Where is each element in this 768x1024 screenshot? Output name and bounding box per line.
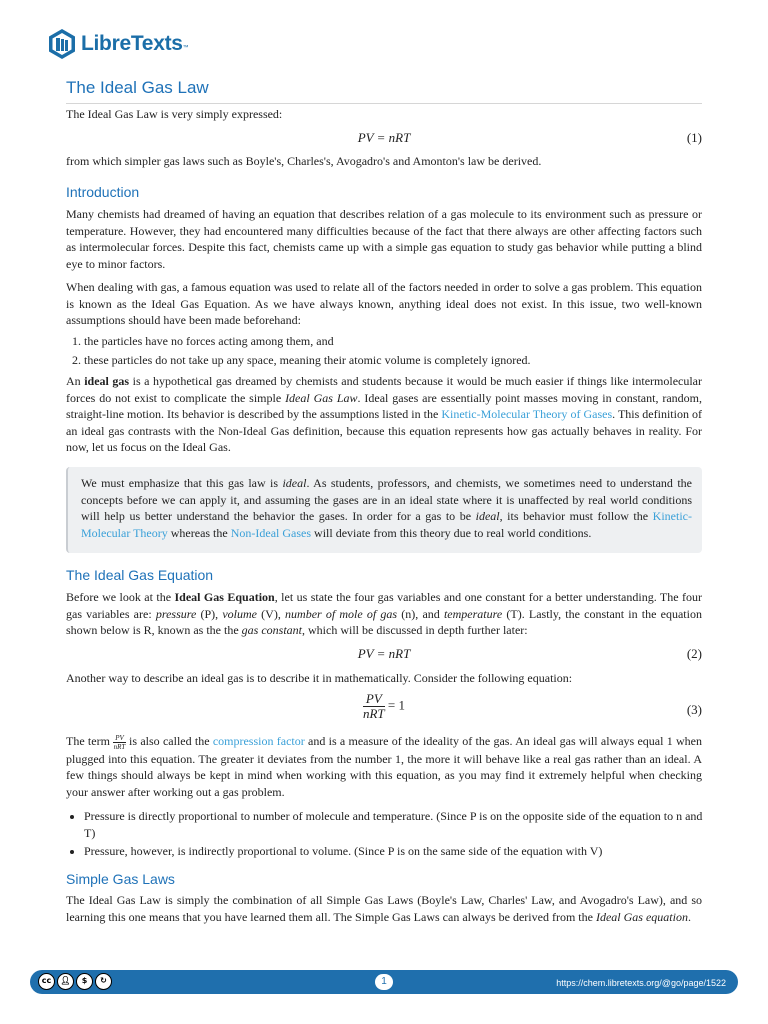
text-run: (P),	[196, 606, 223, 621]
libretexts-logo-icon	[47, 28, 77, 60]
text-run: . Ideal gases are essentially point masses moving in constant, random, straight-line motion. Its behavior is described by the assumptions listed in the	[66, 390, 702, 421]
equation-3-fraction	[363, 692, 385, 721]
term-ideal-gas-equation: Ideal Gas Equation	[174, 590, 275, 604]
term-gas-constant: gas constant	[241, 623, 302, 637]
text-run: . This definition of an ideal gas contrasts with the Non-Ideal Gas definition, because this equation represents how gas actually behaves in reality. For now, let us focus on the Ideal Gas.	[66, 407, 702, 454]
list-item: 2. these particles do not take up any space, meaning their atomic volume is completely ignored.	[84, 352, 704, 369]
text-run: . As students, professors, and chemists, we sometimes need to understand the concepts before we can apply it, and assuming the gases are in an ideal state where it is unaffected by real world conditions will help us better understand the behavior the gases. In order for a gas to be	[81, 476, 692, 523]
link-compression-factor[interactable]: compression factor	[212, 734, 305, 748]
text-run: (V),	[257, 606, 286, 621]
list-item: 1. the particles have no forces acting among them, and	[84, 333, 704, 350]
link-kinetic-molecular-theory[interactable]: Kinetic-Molecular Theory	[81, 509, 692, 540]
equation-3-denominator: nRT	[362, 706, 385, 721]
section-heading-simple-gas-laws: Simple Gas Laws	[66, 871, 175, 887]
term-moles: number of mole of gas	[285, 606, 398, 621]
equation-3-numerator: PV	[363, 692, 385, 707]
text-run: The term	[66, 734, 114, 748]
text-run: We must emphasize that this gas law is	[81, 476, 283, 490]
compression-paragraph	[66, 733, 702, 800]
equation-2-body: PV = nRT	[357, 646, 411, 661]
equation-3-number: (3)	[686, 702, 702, 717]
text-run: , which will be discussed in depth further later:	[302, 623, 528, 637]
text-run: ideal	[282, 476, 307, 490]
assumptions-list	[66, 333, 704, 370]
term-ideal-gas: ideal gas	[84, 374, 130, 388]
text-run: is a hypothetical gas dreamed by chemists and students because it would be much easier if things like intermolecular forces do not exist to complicate the simple	[66, 374, 702, 405]
link-non-ideal-gases[interactable]: Non-Ideal Gases	[230, 525, 312, 540]
text-run: will deviate from this theory due to real world conditions.	[311, 525, 592, 540]
equation-3	[66, 692, 702, 726]
equation-1	[66, 130, 702, 150]
equation-1-number: (1)	[686, 130, 702, 145]
term-temperature: temperature	[443, 606, 503, 621]
text-run: is also called the	[125, 734, 213, 748]
list-item: • Pressure, however, is indirectly proportional to volume. (Since P is on the same side of the equation with V)	[84, 843, 704, 860]
after-equation-1-text: from which simpler gas laws such as Boyle's, Charles's, Avogadro's and Amonton's law be derived.	[66, 154, 542, 168]
link-kinetic-molecular-theory-of-gases[interactable]: Kinetic-Molecular Theory of Gases	[441, 407, 613, 421]
page-footer	[30, 970, 738, 994]
cc-icon: cc	[38, 973, 55, 990]
page-title: The Ideal Gas Law	[66, 77, 702, 104]
text-run: An	[66, 374, 85, 388]
emphasis-note-text	[81, 475, 692, 541]
libretexts-logo[interactable]	[47, 27, 188, 61]
license-badge[interactable]	[38, 973, 112, 990]
equation-paragraph-2: Another way to describe an ideal gas is to describe it in mathematically. Consider the following equation:	[66, 671, 573, 685]
intro-paragraph-1: Many chemists had dreamed of having an equation that describes relation of a gas molecule to its environment such as pressure or temperature. However, they had encountered many difficulties because of the fact that there always are other affecting factors such as intermolecular forces. Despite this fact, chemists came up with a simple gas equation to study gas behavior while putting a blind eye to minor factors.	[66, 207, 702, 271]
text-run: , its behavior must follow the	[499, 509, 653, 523]
logo-wordmark: LibreTexts™	[81, 31, 189, 55]
equation-2	[66, 646, 702, 666]
equation-3-body	[66, 692, 702, 721]
inline-fraction-denominator: nRT	[113, 742, 126, 751]
sharealike-icon: ↻	[95, 973, 112, 990]
simple-gas-laws-paragraph	[66, 892, 702, 925]
term-ideal-gas-equation: Ideal Gas equation	[595, 909, 688, 924]
attribution-icon: 👤︎	[57, 973, 74, 990]
text-run: .	[687, 909, 691, 924]
text-run: , let us state the four gas variables and one constant for a better understanding. The four gas variables are:	[66, 590, 702, 621]
intro-paragraph-2: When dealing with gas, a famous equation was used to relate all of the factors needed in order to solve a gas problem. This equation is known as the Ideal Gas Equation. As we have always known, anything ideal does not exist. In this issue, two well-known assumptions should have been made beforehand:	[66, 280, 702, 327]
inline-fraction	[113, 734, 126, 751]
text-run: The Ideal Gas Law is simply the combination of all Simple Gas Laws (Boyle's Law, Charles' Law, and Avogadro's Law), and so learning this one means that you have learned them all. The Simple Gas Laws can always be derived from the	[66, 893, 702, 924]
intro-line: The Ideal Gas Law is very simply expressed:	[66, 107, 283, 121]
text-run: Before we look at the	[66, 590, 175, 604]
text-run: ideal	[475, 509, 500, 523]
equation-1-body: PV = nRT	[357, 130, 411, 145]
emphasis-note-box	[66, 467, 702, 553]
ideal-gas-paragraph	[66, 373, 702, 456]
term-ideal-gas-law: Ideal Gas Law	[285, 390, 358, 405]
proportionality-list	[66, 808, 704, 862]
term-pressure: pressure	[155, 606, 197, 621]
page-url-link[interactable]: https://chem.libretexts.org/@go/page/1522	[556, 978, 726, 988]
equation-paragraph-1	[66, 589, 702, 639]
equation-3-rhs: = 1	[387, 697, 405, 713]
text-run: (T). Lastly, the constant in the equation shown below is R, known as the the	[66, 606, 702, 637]
equation-2-number: (2)	[686, 646, 702, 661]
text-run: whereas the	[167, 525, 231, 540]
text-run: and is a measure of the ideality of the gas. An ideal gas will always equal 1 when plugged into this equation. The greater it deviates from the number 1, the more it will behave like a real gas rather than an ideal. A few things should always be kept in mind when working with this equation, as you may find it extremely helpful when checking your answer after working out a gas problem.	[66, 734, 703, 799]
section-heading-introduction: Introduction	[66, 184, 140, 200]
page-number: 1	[375, 974, 393, 990]
term-volume: volume	[222, 606, 257, 621]
list-item: • Pressure is directly proportional to number of molecule and temperature. (Since P is on the opposite side of the equation to n and T)	[84, 808, 704, 841]
section-heading-ideal-gas-equation: The Ideal Gas Equation	[66, 567, 214, 583]
noncommercial-icon: $	[76, 973, 93, 990]
text-run: (n), and	[397, 606, 444, 621]
inline-fraction-numerator: PV	[115, 733, 124, 742]
